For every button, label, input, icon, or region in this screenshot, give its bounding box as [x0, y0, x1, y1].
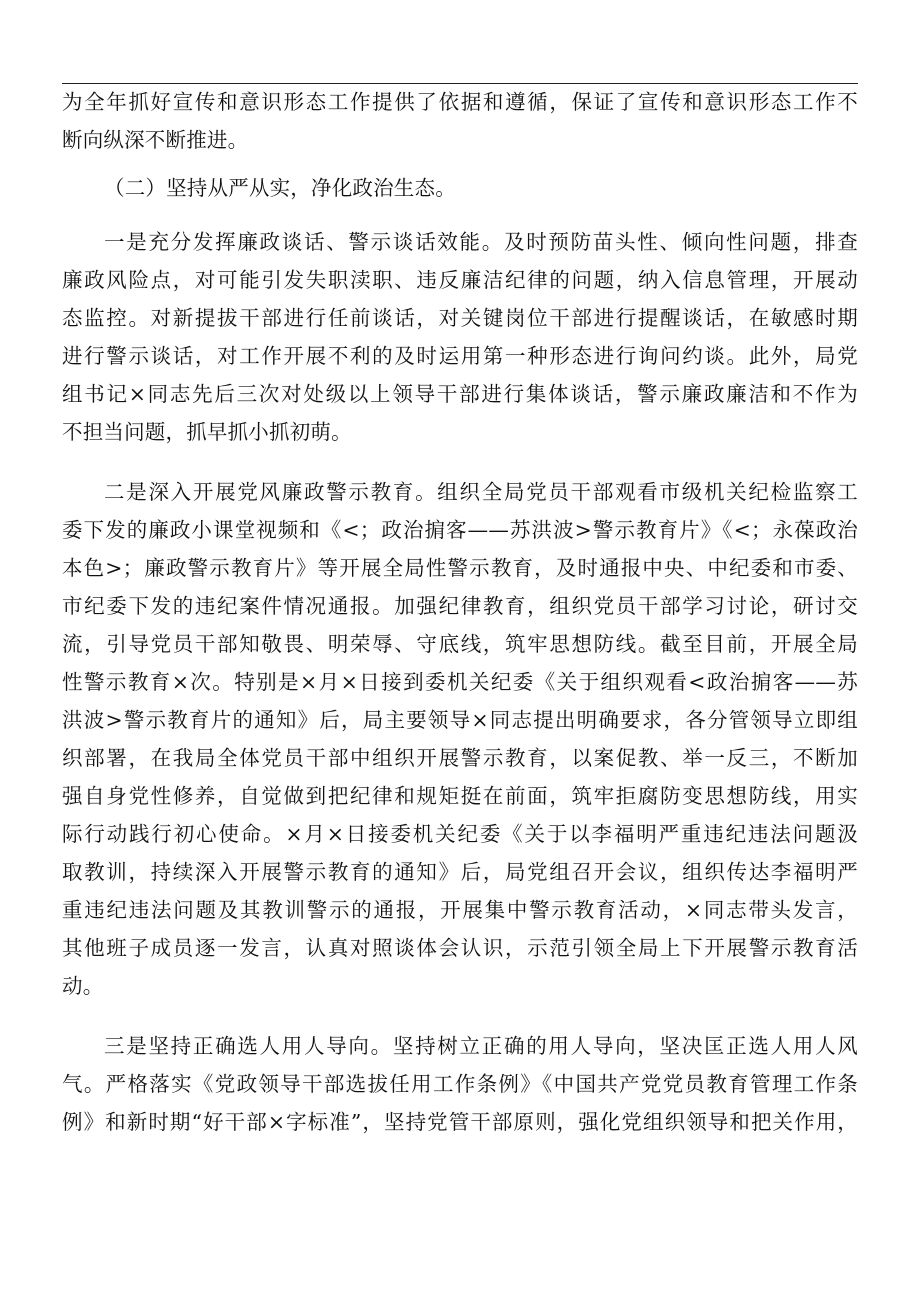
text-line: 其他班子成员逐一发言，认真对照谈体会认识，示范引领全局上下开展警示教育活	[62, 936, 858, 960]
header-rule	[62, 83, 858, 84]
text-line: 际行动践行初心使命。×月×日接委机关纪委《关于以李福明严重违纪违法问题汲	[62, 822, 858, 846]
text-line: 三是坚持正确选人用人导向。坚持树立正确的用人导向，坚决匡正选人用人风	[104, 1034, 858, 1058]
text-line: 气。严格落实《党政领导干部选拔任用工作条例》《中国共产党党员教育管理工作条	[62, 1072, 858, 1096]
text-line: 为全年抓好宣传和意识形态工作提供了依据和遵循，保证了宣传和意识形态工作不	[62, 90, 858, 114]
text-line: 廉政风险点，对可能引发失职渎职、违反廉洁纪律的问题，纳入信息管理，开展动	[62, 268, 858, 292]
text-line: 织部署，在我局全体党员干部中组织开展警示教育，以案促教、举一反三，不断加	[62, 746, 858, 770]
text-line: 重违纪违法问题及其教训警示的通报，开展集中警示教育活动，×同志带头发言，	[62, 898, 858, 922]
text-line: 市纪委下发的违纪案件情况通报。加强纪律教育，组织党员干部学习讨论，研讨交	[62, 594, 858, 618]
text-line: 一是充分发挥廉政谈话、警示谈话效能。及时预防苗头性、倾向性问题，排查	[104, 230, 858, 254]
text-line: 取教训，持续深入开展警示教育的通知》后，局党组召开会议，组织传达李福明严	[62, 860, 858, 884]
heading-text: （二）坚持从严从实，净化政治生态。	[104, 176, 456, 200]
text-line: 动。	[62, 974, 104, 998]
text-line: 不担当问题，抓早抓小抓初萌。	[62, 420, 352, 444]
text-line: 流，引导党员干部知敬畏、明荣辱、守底线，筑牢思想防线。截至目前，开展全局	[62, 632, 858, 656]
text-line: 洪波>警示教育片的通知》后，局主要领导×同志提出明确要求，各分管领导立即组	[62, 708, 858, 732]
text-line: 二是深入开展党风廉政警示教育。组织全局党员干部观看市级机关纪检监察工	[104, 480, 858, 504]
text-line: 断向纵深不断推进。	[62, 128, 249, 152]
text-line: 委下发的廉政小课堂视频和《<；政治掮客——苏洪波>警示教育片》《<；永葆政治	[62, 518, 858, 542]
text-line: 强自身党性修养，自觉做到把纪律和规矩挺在前面，筑牢拒腐防变思想防线，用实	[62, 784, 858, 808]
text-line: 本色>；廉政警示教育片》等开展全局性警示教育，及时通报中央、中纪委和市委、	[62, 556, 858, 580]
text-line: 态监控。对新提拔干部进行任前谈话，对关键岗位干部进行提醒谈话，在敏感时期	[62, 306, 858, 330]
text-line: 性警示教育×次。特别是×月×日接到委机关纪委《关于组织观看<政治掮客——苏	[62, 670, 858, 694]
text-line: 进行警示谈话，对工作开展不利的及时运用第一种形态进行询问约谈。此外，局党	[62, 344, 858, 368]
text-line: 组书记×同志先后三次对处级以上领导干部进行集体谈话，警示廉政廉洁和不作为	[62, 382, 858, 406]
text-line: 例》和新时期“好干部×字标准”，坚持党管干部原则，强化党组织领导和把关作用，	[62, 1110, 858, 1134]
